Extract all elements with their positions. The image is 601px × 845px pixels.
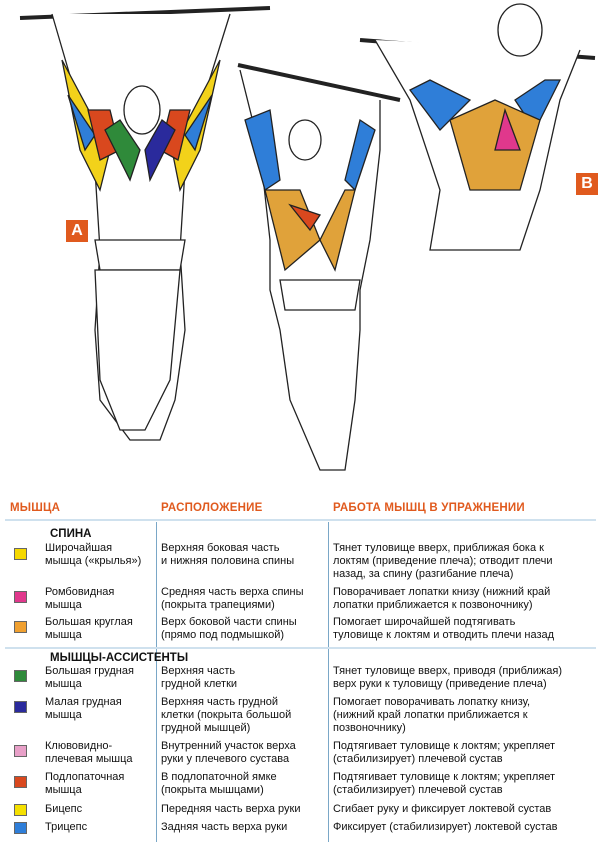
color-swatch	[14, 621, 27, 633]
muscle-location: Задняя часть верха руки	[161, 821, 288, 833]
header-muscle: МЫШЦА	[10, 502, 61, 514]
figure-middle-back-view	[240, 70, 380, 470]
table-row	[5, 696, 596, 738]
muscle-name: Малая грудная мышца	[45, 696, 122, 721]
muscle-name: Трицепс	[45, 821, 88, 833]
figure-b-back-view	[375, 4, 580, 250]
muscle-work: Сгибает руку и фиксирует локтевой сустав	[333, 803, 552, 815]
section-title-assistants: МЫШЦЫ-АССИСТЕНТЫ	[50, 652, 189, 664]
section-rule	[5, 647, 596, 649]
muscle-location: Верхняя часть грудной клетки (покрыта большой грудной мышцей)	[161, 696, 292, 734]
muscle-work: Помогает широчайшей подтягивать туловище к локтям и отводить плечи назад	[333, 616, 555, 641]
header-work: РАБОТА МЫШЦ В УПРАЖНЕНИИ	[333, 502, 525, 514]
muscle-work: Подтягивает туловище к локтям; укрепляет (стабилизирует) плечевой сустав	[333, 740, 556, 765]
color-swatch	[14, 670, 27, 682]
table-row	[5, 542, 596, 584]
color-swatch	[14, 776, 27, 788]
color-swatch	[14, 591, 27, 603]
header-location: РАСПОЛОЖЕНИЕ	[161, 502, 263, 514]
panel-a-badge: А	[66, 220, 88, 242]
muscle-name: Широчайшая мышца («крылья»)	[45, 542, 142, 567]
table-row	[5, 803, 596, 821]
panel-b-badge: В	[576, 173, 598, 195]
color-swatch	[14, 745, 27, 757]
muscle-location: В подлопаточной ямке (покрыта мышцами)	[161, 771, 277, 796]
muscle-location: Верхняя часть грудной клетки	[161, 665, 238, 690]
table-row	[5, 586, 596, 616]
muscle-name: Ромбовидная мышца	[45, 586, 115, 611]
muscle-name: Подлопаточная мышца	[45, 771, 125, 796]
muscle-location: Верх боковой части спины (прямо под подмышкой)	[161, 616, 297, 641]
section-title-back: СПИНА	[50, 528, 92, 540]
muscle-name: Большая круглая мышца	[45, 616, 133, 641]
muscle-work: Помогает поворачивать лопатку книзу, (нижний край лопатки приближается к позвоночнику)	[333, 696, 531, 734]
muscle-work: Фиксирует (стабилизирует) локтевой сустав	[333, 821, 558, 833]
color-swatch	[14, 822, 27, 834]
table-row	[5, 771, 596, 801]
muscle-work: Поворачивает лопатки книзу (нижний край лопатки приближается к позвоночнику)	[333, 586, 551, 611]
muscle-work: Тянет туловище вверх, приближая бока к локтям (приведение плеча); отводит плечи назад, за спину (разгибание плеча)	[333, 542, 553, 580]
muscle-location: Передняя часть верха руки	[161, 803, 301, 815]
color-swatch	[14, 701, 27, 713]
table-header	[5, 500, 596, 522]
color-swatch	[14, 548, 27, 560]
muscle-location: Внутренний участок верха руки у плечевого сустава	[161, 740, 296, 765]
muscle-location: Средняя часть верха спины (покрыта трапециями)	[161, 586, 304, 611]
table-row	[5, 665, 596, 695]
muscle-name: Большая грудная мышца	[45, 665, 134, 690]
muscle-location: Верхняя боковая часть и нижняя половина спины	[161, 542, 295, 567]
muscle-work: Подтягивает туловище к локтям; укрепляет (стабилизирует) плечевой сустав	[333, 771, 556, 796]
muscles-table	[5, 500, 596, 842]
muscle-name: Клювовидно- плечевая мышца	[45, 740, 133, 765]
color-swatch	[14, 804, 27, 816]
table-row	[5, 740, 596, 770]
table-row	[5, 616, 596, 646]
muscle-name: Бицепс	[45, 803, 83, 815]
table-row	[5, 821, 596, 839]
header-rule	[5, 519, 596, 521]
muscle-work: Тянет туловище вверх, приводя (приближая) верх руки к туловищу (приведение плеча)	[333, 665, 563, 690]
